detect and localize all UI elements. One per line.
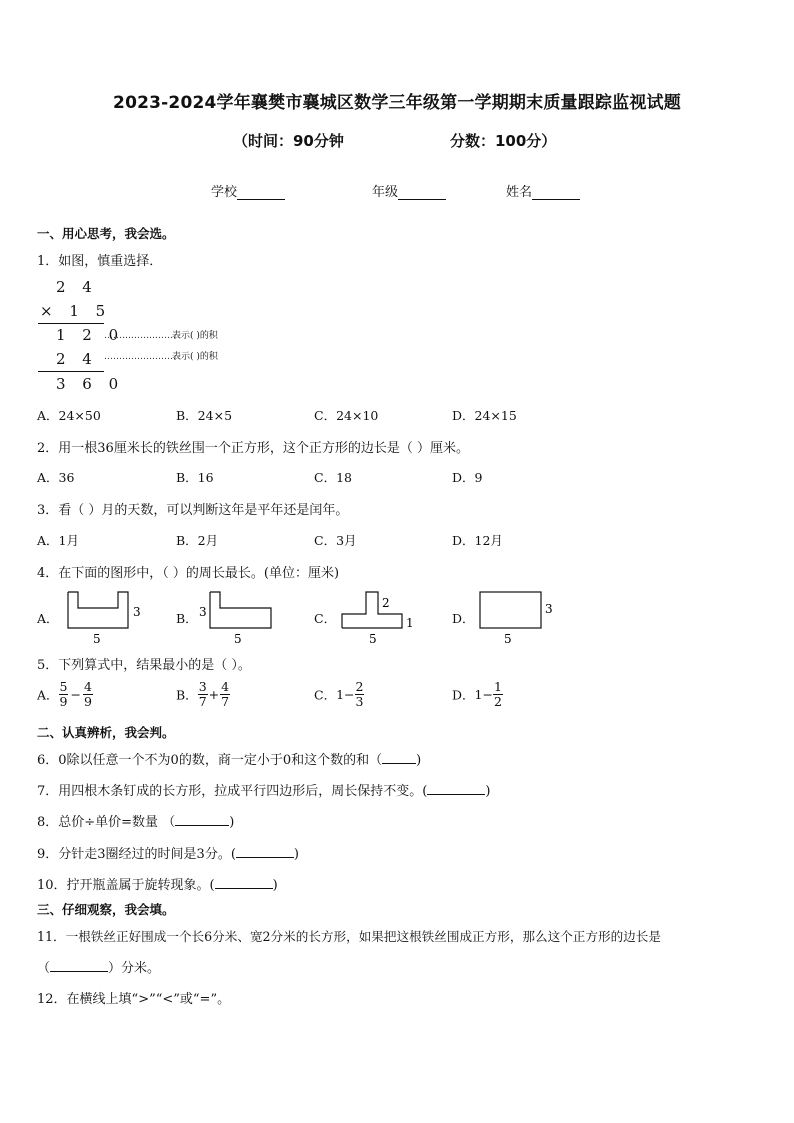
q8-answer-blank[interactable] — [175, 813, 229, 826]
shape-c-outline — [342, 592, 402, 628]
q6-text: 6．0除以任意一个不为0的数，商一定小于0和这个数的和（ ) — [37, 753, 422, 768]
q1-option-d[interactable]: D．24×15 — [452, 408, 517, 423]
q2-text: 2．用一根36厘米长的铁丝围一个正方形，这个正方形的边长是（ ）厘米。 — [37, 441, 469, 456]
q5-c-label: C． — [314, 687, 337, 703]
q5-b-frac1: $\frac{3}{7}$ — [198, 679, 207, 709]
mult-row5: 3 6 0 — [56, 375, 125, 393]
shape-d-outline — [480, 592, 541, 628]
name-field[interactable] — [506, 181, 580, 200]
q5-option-b[interactable]: B． $\frac{3}{7}$ + $\frac{4}{7}$ — [176, 679, 230, 709]
shape-b-bottom-label: 5 — [234, 632, 242, 646]
mult-row1: 2 4 — [56, 278, 98, 296]
q5-option-a[interactable]: A． $\frac{5}{9}$ − $\frac{4}{9}$ — [37, 679, 92, 709]
shape-c-t-figure — [336, 588, 426, 646]
q11-text-line1: 11．一根铁丝正好围成一个长6分米、宽2分米的长方形，如果把这根铁丝围成正方形，那么这个正方形的边长是 — [37, 929, 661, 944]
q5-d-label: D． — [452, 687, 475, 703]
exam-time: （时间：90分钟 — [233, 132, 344, 150]
q1-option-b[interactable]: B．24×5 — [176, 408, 233, 423]
mult-row4: 2 4 — [56, 350, 98, 368]
shape-a-u-figure — [60, 588, 150, 646]
q5-option-d[interactable]: D．1− $\frac{1}{2}$ — [452, 679, 502, 709]
q3-text: 3．看（ ）月的天数，可以判断这年是平年还是闰年。 — [37, 503, 349, 518]
mult-row3: 1 2 0 — [56, 326, 125, 344]
q5-text: 5．下列算式中，结果最小的是（ ）。 — [37, 658, 251, 673]
shape-c-side-label: 1 — [406, 616, 414, 630]
school-field[interactable] — [211, 181, 285, 200]
q2-option-d[interactable]: D．9 — [452, 470, 483, 485]
school-label: 学校 — [211, 185, 238, 200]
shape-a-bottom-label: 5 — [93, 632, 101, 646]
q5-a-frac1: $\frac{5}{9}$ — [59, 679, 68, 709]
q11-answer-blank[interactable] — [50, 959, 108, 972]
shape-d-bottom-label: 5 — [504, 632, 512, 646]
q5-a-frac2: $\frac{4}{9}$ — [83, 679, 92, 709]
shape-b-l-figure — [197, 588, 287, 646]
shape-c-bottom-label: 5 — [369, 632, 377, 646]
shape-a-outline — [68, 592, 128, 628]
q3-option-a[interactable]: A．1月 — [37, 533, 79, 548]
q7-answer-blank[interactable] — [427, 782, 485, 795]
section2-heading: 二、认真辨析，我会判。 — [37, 725, 175, 740]
q4-option-b[interactable]: B． — [176, 611, 198, 626]
q9-answer-blank[interactable] — [236, 845, 294, 858]
q5-b-label: B． — [176, 687, 198, 703]
q10-answer-blank[interactable] — [215, 876, 273, 889]
q5-d-frac: $\frac{1}{2}$ — [493, 679, 502, 709]
q4-option-a[interactable]: A． — [37, 611, 59, 626]
q9-text: 9．分针走3圈经过的时间是3分。( ) — [37, 847, 299, 862]
q10-text: 10．拧开瓶盖属于旋转现象。( ) — [37, 878, 278, 893]
section3-heading: 三、仔细观察，我会填。 — [37, 902, 175, 917]
q1-text: 1．如图，慎重选择． — [37, 254, 163, 269]
note-1: 表示( )的积 — [172, 331, 218, 341]
shape-d-side-label: 3 — [545, 602, 553, 616]
q1-option-a[interactable]: A．24×50 — [37, 408, 101, 423]
q11-text-line2: （ ）分米。 — [37, 961, 161, 976]
shape-b-outline — [210, 592, 271, 628]
q2-option-b[interactable]: B．16 — [176, 470, 214, 485]
q5-a-label: A． — [37, 687, 59, 703]
q5-option-c[interactable]: C．1− $\frac{2}{3}$ — [314, 679, 364, 709]
q2-option-a[interactable]: A．36 — [37, 470, 75, 485]
section1-heading: 一、用心思考，我会选。 — [37, 226, 175, 241]
grade-label: 年级 — [372, 185, 399, 200]
mult-line1 — [38, 323, 104, 324]
note-2: 表示( )的积 — [172, 352, 218, 362]
grade-blank[interactable] — [398, 185, 446, 200]
page-title: 2023-2024学年襄樊市襄城区数学三年级第一学期期末质量跟踪监视试题 — [113, 93, 681, 113]
q4-option-d[interactable]: D． — [452, 611, 475, 626]
q3-option-c[interactable]: C．3月 — [314, 533, 357, 548]
name-blank[interactable] — [532, 185, 580, 200]
shape-a-side-label: 3 — [133, 605, 141, 619]
shape-d-rectangle — [474, 588, 564, 646]
exam-score: 分数：100分） — [450, 132, 557, 150]
q6-answer-blank[interactable] — [382, 751, 416, 764]
grade-field[interactable] — [372, 181, 446, 200]
shape-c-top-label: 2 — [382, 596, 390, 610]
dots-2: …………………… — [104, 352, 176, 362]
shape-b-side-label: 3 — [199, 605, 207, 619]
mult-line2 — [38, 371, 104, 372]
q4-option-c[interactable]: C． — [314, 611, 337, 626]
name-label: 姓名 — [506, 185, 533, 200]
q5-b-frac2: $\frac{4}{7}$ — [221, 679, 230, 709]
school-blank[interactable] — [237, 185, 285, 200]
q1-option-c[interactable]: C．24×10 — [314, 408, 379, 423]
q5-c-frac: $\frac{2}{3}$ — [355, 679, 364, 709]
q12-text: 12．在横线上填“>”“<”或“=”。 — [37, 992, 231, 1007]
q8-text: 8．总价÷单价=数量 （ ) — [37, 815, 235, 830]
dots-1: …………………… — [104, 331, 176, 341]
q3-option-d[interactable]: D．12月 — [452, 533, 503, 548]
q3-option-b[interactable]: B．2月 — [176, 533, 219, 548]
q2-option-c[interactable]: C．18 — [314, 470, 352, 485]
mult-row2: × 1 5 — [40, 302, 112, 320]
q7-text: 7．用四根木条钉成的长方形，拉成平行四边形后，周长保持不变。( ) — [37, 784, 491, 799]
q4-text: 4．在下面的图形中，（ ）的周长最长。(单位：厘米) — [37, 566, 340, 581]
